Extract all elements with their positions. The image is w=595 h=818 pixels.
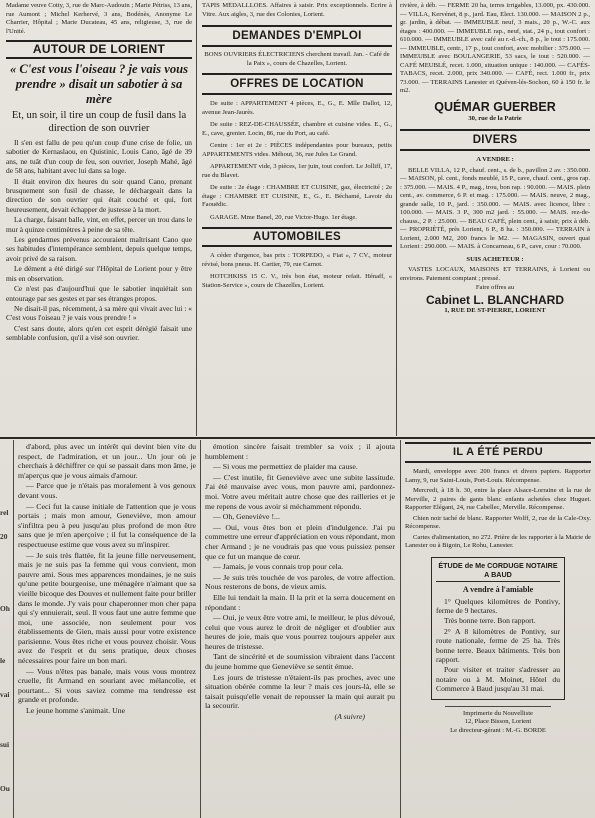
- paragraph: Elle lui tendait la main. Il la prit et la serra doucement en répondant :: [205, 592, 395, 612]
- column-rule: [396, 0, 397, 436]
- section-title: AUTOUR DE LORIENT: [6, 40, 192, 59]
- offre-item: GARAGE. Mme Banel, 20, rue Victor-Hugo. 1er étage.: [210, 213, 357, 221]
- paragraph: C'est sans doute, alors qu'en cet esprit dérégié faisait une semblable confusion, qu'il a visé son ouvrier.: [6, 323, 192, 343]
- lot-item: Pour visiter et traiter s'adresser au notaire ou à M. Moinet, Hôtel du Commerce à Baud jusqu'au 31 mai.: [436, 665, 560, 694]
- agency-address: 30, rue de la Patrie: [468, 114, 522, 122]
- cabinet-name: Cabinet L. BLANCHARD: [426, 292, 564, 307]
- paragraph: Les jours de tristesse n'étaient-ils pas proches, avec une situation obérée comme la leur ? mais ces jours-là, elle se taisait puisqu'elle venait de repousser la main qui aurait pu la secourir.: [205, 672, 395, 711]
- paragraph: — Jamais, je vous connais trop pour cela.: [213, 562, 344, 572]
- property-listings: rivière, à déb. — FERME 20 ha, terres irrigables, 13.000, px. 430.000. — VILLA, Kervénet, 8 p., jard. Eau, Elect. 130.000. — MAISON 2 p., gr. jardin, à débat. — IMMEUBLE neuf, 3 mais., 20 p., W.-C. aux étages : 400.000. — IMMEUBLE rap., neuf, stat., 24 p., tout confort : 610.000. — IMMEUBLE avec café au r.-d.-ch., 8 p., le tout : 175.000. — IMMEUBLE, centr., 17 p., tout confort, avec mobilier : 375.000. — IMMEUBLE avec BOULANGERIE, 53 sacs, le tout : 520.000. — CAFÉ MEUBLÉ, recet. 1.000, situation unique : 140.000. — CAFÉS-TABACS, recet. 2.000, prix 340.000. — CAFÉ, rect. 1.000 fr., prix 73.000. — TERRAINS Lanester et Quéven-lés-Sochon, 60 à 150 fr. le m2.: [400, 2, 590, 94]
- edge-fragment: 20: [0, 532, 8, 541]
- perdu-item: Mercredi, à 18 h. 30, entre la place Alsace-Lorraine et la rue de Merville, 2 paires de gants blanc enfants achetées chez Huguet. Rapporter Elégant, 24, rue Cabellec, Merville. Récompense.: [405, 487, 591, 511]
- lot-item: Très bonne terre. Bon rapport.: [444, 616, 536, 626]
- column-rule: [400, 440, 401, 818]
- edge-fragment: Ou: [0, 784, 10, 793]
- paragraph: Tant de sincérité et de soumission vibraient dans l'accent du jeune homme que Geneviève se sentit émue.: [205, 652, 395, 672]
- top-left-column: [6, 2, 192, 434]
- perdu-title: IL A ÉTÉ PERDU: [405, 442, 591, 463]
- edge-fragment: le: [0, 656, 6, 665]
- column-rule: [196, 0, 197, 436]
- acheteur-text: VASTES LOCAUX, MAISONS ET TERRAINS, à Lorient ou environs. Paiement comptant ; pressé.: [400, 266, 590, 282]
- lot-item: 1° Quelques kilomètres de Pontivy, ferme de 9 hectares.: [436, 596, 560, 615]
- paragraph: d'abord, plus avec un intérêt qui devint bien vite du respect, de l'admiration, et un jour... Un jour où je cherchais à déchiffrer ce qui se passait dans mon âme, je m'aperçus que je vous aimais d'amour.: [18, 442, 196, 480]
- paragraph: — Si vous me permettiez de plaider ma cause.: [213, 462, 358, 472]
- paragraph: Il s'en est fallu de peu qu'un coup d'une crise de folie, un sabotier de Kernaslaou, en Quistinic, Louis Cano, âgé de 39 ans, ne tuât d'un coup de feu, son ouvrier, Joseph Mahé, âgé de 58 ans, habitant avec lui dans sa loge.: [6, 138, 192, 176]
- divider: [445, 706, 551, 707]
- right-top-column: [400, 2, 590, 434]
- offre-item: Centre : 1er et 2e : PIÈCES indépendantes pour bureaux, petits APPARTEMENTS vides. Méhout, 36, rue Jules Le Grand.: [202, 142, 392, 158]
- paragraph: Il était environ dix heures du soir quand Cano, prenant brusquement son fusil de chasse, le déchargeait dans la direction de son ouvrier qui était couché et qui, fort heureusement, devait échapper de justesse à la mort.: [6, 176, 192, 214]
- paragraph: — Oh, Geneviève !...: [213, 512, 280, 522]
- offre-item: APPARTEMENT vide, 3 pièces, 1er juin, tout confort. Le Jolliff, 17, rue du Blavet.: [202, 163, 392, 179]
- automobiles-title: AUTOMOBILES: [202, 227, 392, 247]
- paragraph: Le jeune homme s'animait. Une: [26, 706, 126, 716]
- section-divider: [0, 437, 595, 439]
- paragraph: — Oui, je veux être votre ami, le meilleur, le plus dévoué, celui que vous aurez le droit de négliger et d'oublier aux heures de joie, mais que vous pourrez toujours appeler aux heures de tristesse.: [205, 613, 395, 651]
- perdu-item: Cartes d'alimentation, no 272. Prière de les rapporter à la Mairie de Lanester ou à Bigoin, Le Rohu, Lanester.: [405, 533, 591, 549]
- a-vendre-title: A VENDRE :: [476, 156, 514, 163]
- serial-column-1: [18, 442, 196, 816]
- divers-title: DIVERS: [400, 129, 590, 151]
- a-suivre: (A suivre): [334, 712, 365, 722]
- paragraph: — Parce que je n'étais pas moralement à vos genoux devant vous.: [18, 481, 196, 500]
- demandes-text: BONS OUVRIERS ÉLECTRICIENS cherchent travail. Jan. - Café de la Paix », cours de Chazelles, Lorient.: [204, 51, 390, 67]
- offres-line: Faire offres au: [475, 284, 515, 291]
- article-headline: « C'est vous l'oiseau ? je vais vous prendre » disait un sabotier à sa mère: [9, 62, 189, 106]
- notaire-box: [431, 557, 565, 700]
- edge-fragment: vai: [0, 690, 10, 699]
- intro-text: Madame veuve Cotty, 3, rue de Marc-Audouin ; Marie Pétriss, 13 ans, rue Aumont ; Michel Kerhervé, 3 ans, Bodénès, Anonyme Le Charrier, Hôpital ; Marie Ducateau, 45 ans, religieuse, 3, rue de l'Unité.: [6, 2, 192, 35]
- paragraph: Ce n'est pas d'aujourd'hui que le sabotier inquiétait son entourage par ses gestes et par ses étranges propos.: [6, 284, 192, 303]
- imprimerie-address: 12, Place Bisson, Lorient: [464, 718, 532, 726]
- offre-item: De suite : APPARTEMENT 4 pièces, E., G., E. Mlle Dallot, 12, avenue Jean-Jaurès.: [202, 100, 392, 116]
- paragraph: — Ceci fut la cause initiale de l'attention que je vous portais ; mais mon amour, Geneviève, mon amour s'infiltra peu à peu jusqu'au plus profond de mon être sans que je m'en aperçoive ; il fut la conséquence de la respectueuse estime que vous avez su m'inspirer.: [18, 501, 196, 549]
- paragraph: — Je suis très touchée de vos paroles, de votre affection. Nous resterons de bons, de vieux amis.: [205, 572, 395, 592]
- article-lead: Et, un soir, il tire un coup de fusil dans la direction de son ouvrier: [11, 110, 187, 134]
- edge-fragment: rel: [0, 508, 9, 517]
- offre-item: De suite : REZ-DE-CHAUSSÉE, chambre et cuisine vides. E., G., E., cave, grenier. Locin, 86, rue du Port, au café.: [202, 121, 392, 137]
- paragraph: — Je suis très flattée, fit la jeune fille nerveusement, mais je ne suis pas la femme qui vous convient, mon pauvre ami. Sous mes apparences mondaines, je ne suis qu'une petite bourgeoise, une ménagère n'aimant que sa vieille bicoque des Douves et nullement faite pour briller dans le monde. J'y vais pour chaperonner mon cher papa qui s'y ennuierait, seul. Il vous faut une autre femme que moi, une associée, non seulement pour vos établissements de Gien, mais aussi pour votre existence parisienne. Vous êtes riche et vous pouvez choisir. Vous avez de l'esprit et du sens pratique, deux choses nécessaires pour faire un bon mari.: [18, 550, 196, 666]
- paragraph: — Vous n'êtes pas banale, mais vous vous montrez cruelle, fit Armand en souriant avec mélancolie, et pourtant... Si vous saviez comme ma tendresse est grande et profonde.: [18, 666, 196, 705]
- paragraph: — C'est inutile, fit Geneviève avec une subite lassitude. J'ai été mauvaise avec vous, mon pauvre ami, pardonnez-moi. Votre aveu méritait autre chose que des railleries et je me repens de vous avoir si méchamment répondu.: [205, 472, 395, 511]
- paragraph: Ne disait-il pas, récemment, à sa mère qui vivait avec lui : « C'est vous l'oiseau ? je vais vous prendre ! »: [6, 303, 192, 323]
- paragraph: La charge, faisant balle, vint, en effet, percer un trou dans le mur à quinze centimètres à peine de sa tête.: [6, 215, 192, 234]
- auto-item: HOTCHKISS 15 C. V., très bon état, moteur refait. Hénaff, « Station-Service », cours de Chazelles, Lorient.: [202, 273, 392, 289]
- demandes-title: DEMANDES D'EMPLOI: [202, 25, 392, 47]
- paragraph: émotion sincère faisait trembler sa voix ; il ajouta humblement :: [205, 442, 395, 461]
- paragraph: — Oui, vous êtes bon et plein d'indulgence. J'ai pu commettre une erreur d'appréciation en vous répondant, mon cher Armand ; je ne voudrais pas que vous puissiez penser que ce fut un manque de cœur.: [205, 522, 395, 561]
- serial-column-2: [205, 442, 395, 816]
- paragraph: Les gendarmes prévenus accouraient maîtrisant Cano que ses habitudes d'intempérance semblent, depuis quelque temps, avoir privé de sa raison.: [6, 235, 192, 263]
- bottom-right-column: [405, 442, 591, 816]
- acheteur-title: SUIS ACHETEUR :: [466, 255, 524, 263]
- perdu-item: Chien noir taché de blanc. Rapporter Wolff, 2, rue de la Cale-Oxy. Récompense.: [405, 514, 591, 530]
- column-rule: [200, 440, 201, 818]
- edge-fragment: Oh: [0, 604, 10, 613]
- cabinet-address: 1, RUE DE ST-PIERRE, LORIENT: [444, 306, 546, 314]
- previous-ad-tail: TAPIS MÉDALLLOES. Affaires à saisir. Prix exceptionnels. Ecrire à Vitre. Aux aigles, 3, rue des Colonies, Lorient.: [202, 2, 392, 18]
- offres-title: OFFRES DE LOCATION: [202, 73, 392, 95]
- directeur-gerant: Le directeur-gérant : M.-G. BORDE: [450, 726, 546, 734]
- column-rule: [13, 440, 14, 818]
- lot-item: 2° A 8 kilomètres de Pontivy, sur route nationale, ferme de 25 ha. Très bonne terre. Beaux bâtiments. Très bon rapport.: [436, 626, 560, 664]
- a-vendre-text: BELLE VILLA, 12 P., chauf. cent., s. de b., pavillon 2 av. : 350.000. — MAISON, pl. cent., fonds meublé, 15 P., cave, chauf. cent., gros rap. : 375.000. — MAIS. 4 P., mag., trou, bon rap. : 90.000. — MAIS. plein cent., av. commerce, 6 P. et mag. : 175.000. — MAIS. neuve, 2 mag., grande salle, 10 P., jard. : 350.000. — MAIS. avec licence, libre : 100.000. — MAIS. 3 P., 300 m2 jard. : 55.000. — MAIS. rez-de-chauss., 2 P. : 25.000. — BEAU CAFÉ, plein cent., à saisir, prix à déb. — PROPRIÉTÉ, près Lorient, 6 P., 8 ha. : 350.000. — TERRAIN à Lorient, 2.000 M2, 200 francs le M2. — MAGASIN, ouvert quai Lorient : 290.000. — MAIS. à Concarneau, 6 P., cave, cour : 70.000.: [400, 166, 590, 250]
- classifieds-column: [202, 2, 392, 434]
- edge-fragment: sui: [0, 740, 10, 749]
- amiable-title: A vendre à l'amiable: [462, 584, 534, 594]
- perdu-item: Mardi, enveloppe avec 200 francs et divers papiers. Rapporter Lamy, 9, rue Saint-Louis, Port-Louis. Récompense.: [405, 468, 591, 484]
- agency-name: QUÉMAR GUERBER: [434, 99, 556, 114]
- paragraph: Le dément a été dirigé sur l'Hôpital de Lorient pour y être mis en observation.: [6, 264, 192, 283]
- imprimerie-name: Imprimerie du Nouvelliste: [463, 709, 533, 717]
- auto-item: A céder d'urgence, bas prix : TORPEDO, « Fiat », 7 CV., moteur révisé, bons pneus. H. Cartier, 79, rue Carnot.: [202, 252, 392, 268]
- notaire-title: ÉTUDE de Me CORDUGE NOTAIRE A BAUD: [436, 561, 560, 582]
- offre-item: De suite : 2e étage : CHAMBRE ET CUISINE, gaz, électricité ; 2e étage : CHAMBRE ET CUISINE, E., G., E. Béchamé, Lavoir du Faouëdic.: [202, 184, 392, 208]
